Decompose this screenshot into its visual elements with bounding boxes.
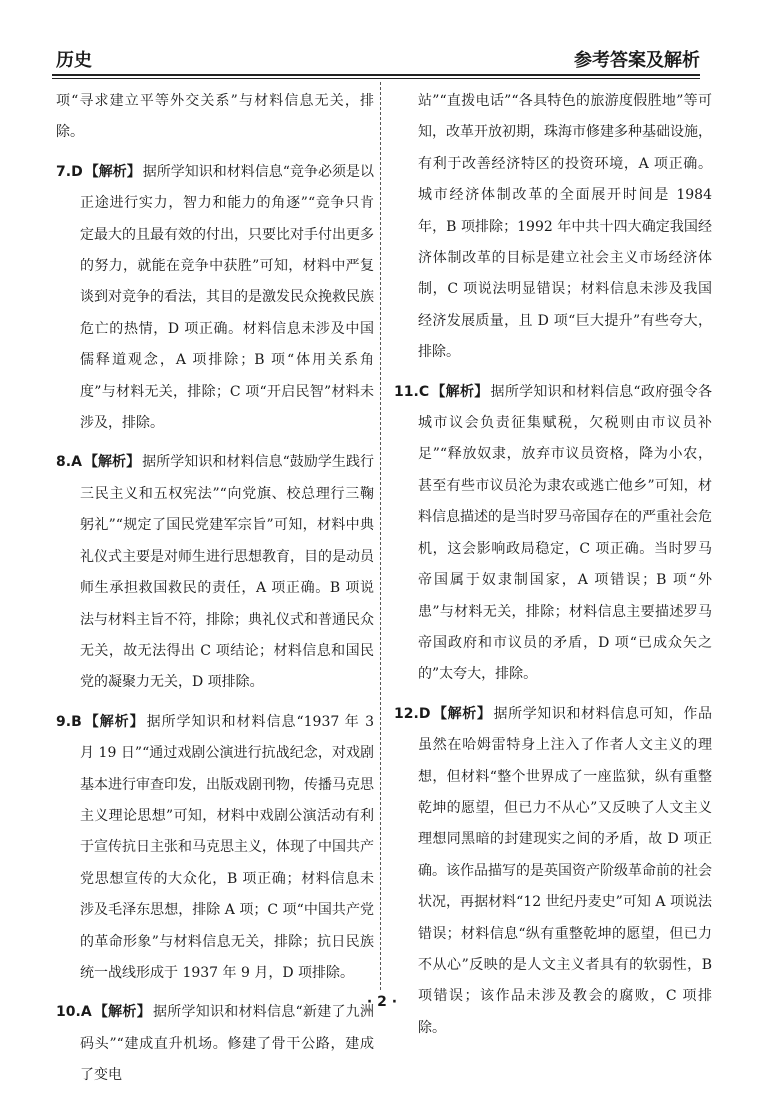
- item-text: 据所学知识和材料信息“政府强令各城市议会负责征集赋税，欠税则由市议员补足”“释放奴隶，放弃市议员资格，降为小农，甚至有些市议员沦为隶农或逃亡他乡”可知，材料信息描述的是当时罗马帝国存在的严重社会危机，这会影响政局稳定，C 项正确。当时罗马帝国属于奴隶制国家，A 项错误；B 项“外患”与材料无关，排除；材料信息主要描述罗马帝国政府和市议员的矛盾，D 项“已成众矢之的”太夸大，排除。: [418, 383, 712, 683]
- answer-item-11: [394, 377, 712, 691]
- item-number: 8.: [56, 454, 72, 471]
- answer-item-12: [394, 699, 712, 1044]
- page-header: [52, 44, 700, 74]
- analysis-tag: 【解析】: [432, 705, 492, 722]
- analysis-tag: 【解析】: [93, 1004, 151, 1021]
- analysis-tag: 【解析】: [83, 454, 141, 471]
- page-number: · 2 ·: [366, 994, 398, 1010]
- item-answer: C: [418, 383, 430, 400]
- analysis-tag: 【解析】: [84, 163, 141, 180]
- answer-item-7: [56, 157, 374, 440]
- left-column: [56, 86, 374, 1100]
- header-rule-thin: [52, 78, 700, 79]
- item-answer: A: [71, 454, 82, 471]
- header-rule-thick: [52, 74, 700, 76]
- continuation-text: 项“寻求建立平等外交关系”与材料信息无关，排除。: [56, 93, 374, 141]
- right-column: [394, 86, 712, 1052]
- item-text: 据所学知识和材料信息“新建了九洲码头”“建成直升机场。修建了骨干公路，建成了变电: [80, 1004, 374, 1084]
- item-answer: D: [418, 705, 431, 722]
- item-text: 据所学知识和材料信息“1937 年 3 月 19 日”“通过戏剧公演进行抗战纪念，对戏剧基本进行审查印发，出版戏剧刊物，传播马克思主义理论思想”可知，材料中戏剧公演活动有利于宣传抗日主张和马克思主义，体现了中国共产党思想宣传的大众化，B 项正确；材料信息未涉及毛泽东思想，排除 A 项；C 项“中国共产党的革命形象”与材料信息无关，排除；抗日民族统一战线形成于 1937 年 9 月，D 项排除。: [80, 713, 375, 981]
- item-number: 9.: [56, 713, 72, 730]
- item-text: 据所学知识和材料信息可知，作品虽然在哈姆雷特身上注入了作者人文主义的理想，但材料“整个世界成了一座监狱，纵有重整乾坤的愿望，但已力不从心”又反映了人文主义理想同黑暗的封建现实之间的矛盾，故 D 项正确。该作品描写的是英国资产阶级革命前的社会状况，再据材料“12 世纪丹麦史”可知 A 项说法错误；材料信息“纵有重整乾坤的愿望，但已力不从心”反映的是人文主义者具有的软弱性，B 项错误；该作品未涉及教会的腐败，C 项排除。: [418, 705, 713, 1036]
- analysis-tag: 【解析】: [431, 383, 489, 400]
- header-title: 参考答案及解析: [574, 50, 700, 71]
- item-number: 7.: [56, 163, 72, 180]
- analysis-tag: 【解析】: [83, 713, 145, 730]
- subject-label: 历史: [56, 50, 92, 71]
- item-text: 据所学知识和材料信息“鼓励学生践行三民主义和五权宪法”“向党旗、校总理行三鞠躬礼”“规定了国民党建军宗旨”可知，材料中典礼仪式主要是对师生进行思想教育，目的是动员师生承担救国救民的责任，A 项正确。B 项说法与材料主旨不符，排除；典礼仪式和普通民众无关，故无法得出 C 项结论；材料信息和国民党的凝聚力无关，D 项排除。: [80, 454, 375, 691]
- item-number: 10.: [56, 1004, 81, 1021]
- item-answer: A: [80, 1004, 92, 1021]
- answer-item-8: [56, 447, 374, 698]
- column-divider: [380, 82, 381, 990]
- answer-item-10: [56, 997, 374, 1091]
- item-answer: B: [71, 713, 82, 730]
- item-answer: D: [71, 163, 83, 180]
- item-number: 11.: [394, 383, 419, 400]
- item-number: 12.: [394, 705, 419, 722]
- answer-item-9: [56, 707, 374, 990]
- continuation-text: 站”“直拨电话”“各具特色的旅游度假胜地”等可知，改革开放初期，珠海市修建多种基础设施，有利于改善经济特区的投资环境，A 项正确。城市经济体制改革的全面展开时间是 1984 年，B 项排除；1992 年中共十四大确定我国经济体制改革的目标是建立社会主义市场经济体制，C 项说法明显错误；材料信息未涉及我国经济发展质量，且 D 项“巨大提升”有些夸大，排除。: [418, 93, 712, 361]
- item-text: 据所学知识和材料信息“竞争必须是以正途进行实力，智力和能力的角逐”“竞争只肯定最大的且最有效的付出，只要比对手付出更多的努力，就能在竞争中获胜”可知，材料中严复谈到对竞争的看法，其目的是激发民众挽救民族危亡的热情，D 项正确。材料信息未涉及中国儒释道观念，A 项排除；B 项“体用关系角度”与材料无关，排除；C 项“开启民智”材料未涉及，排除。: [80, 163, 375, 432]
